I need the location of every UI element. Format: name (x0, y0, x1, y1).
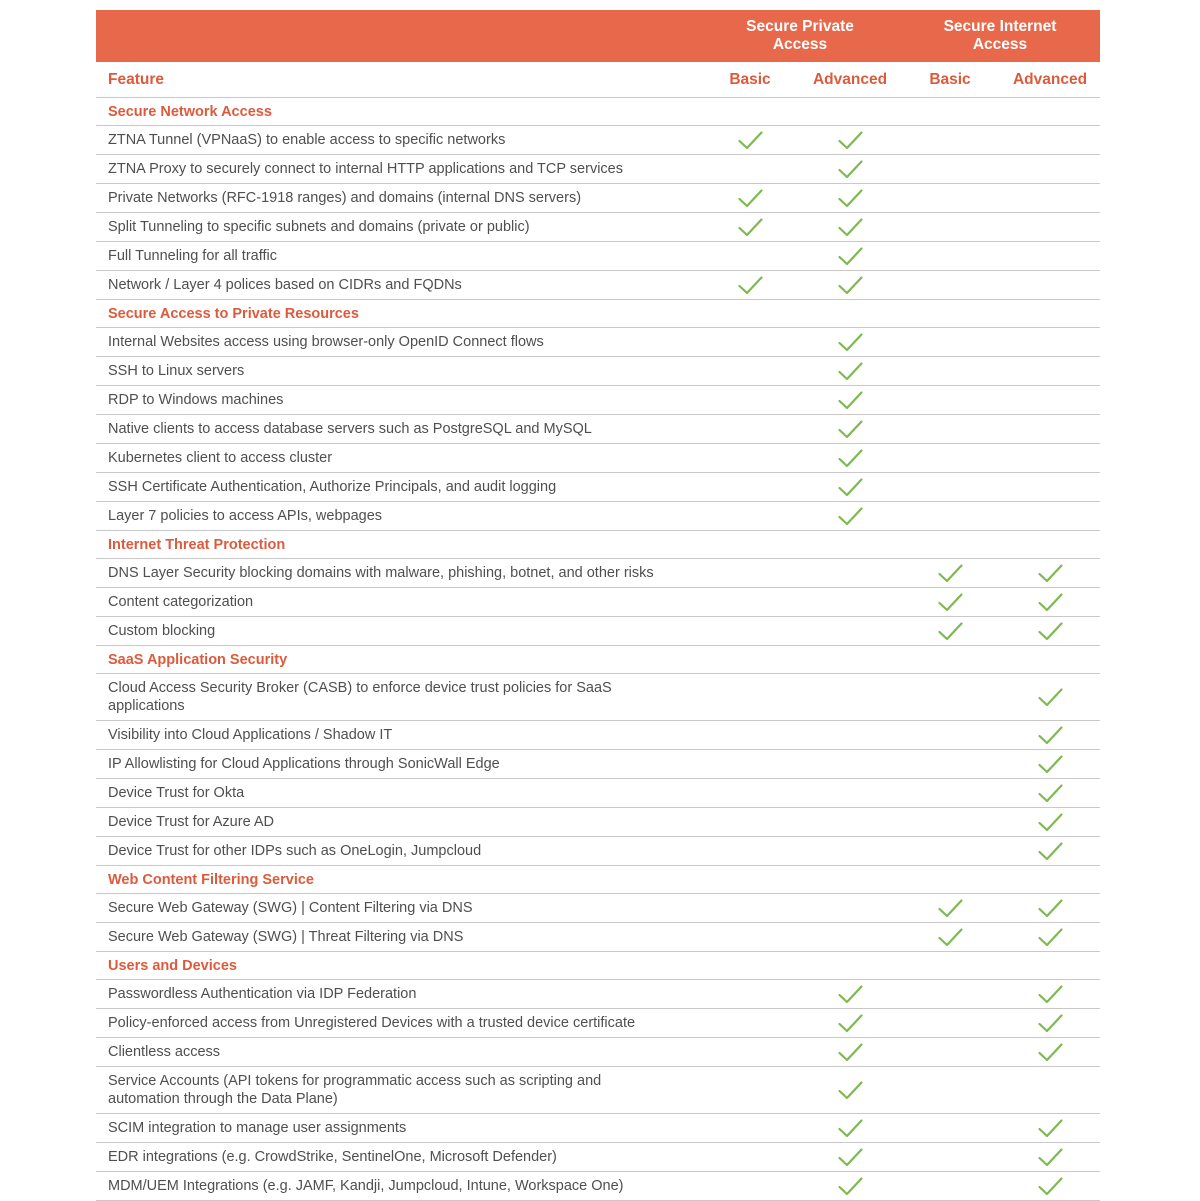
check-icon (1037, 1147, 1064, 1168)
feature-name: Device Trust for Okta (108, 785, 245, 801)
check-icon (937, 592, 964, 613)
empty-cell (1000, 357, 1100, 385)
empty-cell (800, 588, 900, 616)
empty-cell (1000, 213, 1100, 241)
table-banner (96, 10, 1100, 62)
check-cell (800, 415, 900, 443)
feature-name: Custom blocking (108, 623, 216, 639)
empty-cell (900, 126, 1000, 154)
empty-cell (800, 559, 900, 587)
feature-name: ZTNA Proxy to securely connect to internal HTTP applications and TCP services (108, 161, 623, 177)
empty-cell (900, 837, 1000, 865)
check-icon (1037, 927, 1064, 948)
empty-cell (900, 1143, 1000, 1171)
check-icon (837, 448, 864, 469)
feature-name: SCIM integration to manage user assignments (108, 1120, 407, 1136)
table-row (96, 1114, 1100, 1143)
check-icon (937, 927, 964, 948)
empty-cell (900, 184, 1000, 212)
column-group-secure-private-access (700, 11, 900, 61)
empty-cell (1000, 1067, 1100, 1113)
table-row (96, 155, 1100, 184)
empty-cell (700, 617, 800, 645)
feature-name: Layer 7 policies to access APIs, webpages (108, 508, 383, 524)
column-header-spa-advanced: Advanced (812, 70, 888, 88)
table-row (96, 357, 1100, 386)
feature-name: Passwordless Authentication via IDP Federation (108, 986, 417, 1002)
feature-name: DNS Layer Security blocking domains with malware, phishing, botnet, and other risks (108, 565, 654, 581)
table-row (96, 894, 1100, 923)
table-row (96, 473, 1100, 502)
empty-cell (700, 1143, 800, 1171)
table-row (96, 1038, 1100, 1067)
empty-cell (1000, 155, 1100, 183)
empty-cell (900, 386, 1000, 414)
empty-cell (700, 415, 800, 443)
column-group-label: Secure Internet Access (943, 18, 1057, 53)
feature-name: Network / Layer 4 polices based on CIDRs and FQDNs (108, 277, 462, 293)
section-header (96, 646, 1100, 674)
empty-cell (700, 155, 800, 183)
check-cell (800, 1114, 900, 1142)
check-cell (1000, 674, 1100, 720)
check-icon (1037, 841, 1064, 862)
check-icon (1037, 984, 1064, 1005)
table-row (96, 415, 1100, 444)
empty-cell (900, 1038, 1000, 1066)
empty-cell (900, 473, 1000, 501)
check-icon (937, 563, 964, 584)
table-row (96, 721, 1100, 750)
empty-cell (900, 1067, 1000, 1113)
check-icon (837, 246, 864, 267)
feature-name: SSH Certificate Authentication, Authorize Principals, and audit logging (108, 479, 557, 495)
table-row (96, 923, 1100, 952)
check-icon (937, 898, 964, 919)
check-cell (800, 271, 900, 299)
empty-cell (1000, 242, 1100, 270)
empty-cell (900, 155, 1000, 183)
table-row (96, 750, 1100, 779)
check-cell (1000, 559, 1100, 587)
check-icon (837, 1042, 864, 1063)
check-icon (1037, 754, 1064, 775)
empty-cell (1000, 473, 1100, 501)
section-header (96, 531, 1100, 559)
check-icon (837, 506, 864, 527)
column-header-sia-advanced: Advanced (1012, 70, 1088, 88)
empty-cell (1000, 386, 1100, 414)
table-row (96, 1172, 1100, 1201)
check-icon (1037, 1176, 1064, 1197)
check-cell (800, 1172, 900, 1200)
check-cell (1000, 1172, 1100, 1200)
table-row (96, 1009, 1100, 1038)
empty-cell (700, 1114, 800, 1142)
empty-cell (700, 357, 800, 385)
check-cell (800, 1009, 900, 1037)
feature-name: Policy-enforced access from Unregistered Devices with a trusted device certificate (108, 1015, 636, 1031)
check-icon (1037, 783, 1064, 804)
empty-cell (700, 242, 800, 270)
check-icon (937, 621, 964, 642)
check-icon (837, 390, 864, 411)
check-cell (800, 357, 900, 385)
check-cell (800, 184, 900, 212)
section-title: SaaS Application Security (108, 651, 288, 668)
feature-column-header: Feature (108, 70, 164, 88)
empty-cell (900, 502, 1000, 530)
table-row (96, 617, 1100, 646)
empty-cell (900, 779, 1000, 807)
feature-name: Full Tunneling for all traffic (108, 248, 277, 264)
empty-cell (700, 894, 800, 922)
check-icon (837, 188, 864, 209)
check-icon (837, 1118, 864, 1139)
check-cell (700, 213, 800, 241)
check-icon (837, 332, 864, 353)
check-icon (837, 275, 864, 296)
check-icon (837, 419, 864, 440)
feature-name: MDM/UEM Integrations (e.g. JAMF, Kandji, Jumpcloud, Intune, Workspace One) (108, 1178, 624, 1194)
check-icon (1037, 1042, 1064, 1063)
empty-cell (700, 808, 800, 836)
empty-cell (800, 750, 900, 778)
check-cell (800, 155, 900, 183)
empty-cell (700, 750, 800, 778)
check-cell (800, 980, 900, 1008)
empty-cell (800, 674, 900, 720)
table-row (96, 1067, 1100, 1114)
check-icon (837, 1013, 864, 1034)
empty-cell (800, 923, 900, 951)
table-row (96, 837, 1100, 866)
check-cell (1000, 1038, 1100, 1066)
section-header (96, 98, 1100, 126)
empty-cell (700, 837, 800, 865)
column-header-sia-basic: Basic (929, 70, 971, 88)
check-icon (837, 159, 864, 180)
check-cell (800, 1143, 900, 1171)
empty-cell (700, 923, 800, 951)
check-cell (1000, 980, 1100, 1008)
column-header-row (96, 62, 1100, 98)
feature-name: Service Accounts (API tokens for programmatic access such as scripting and automation through the Data Plane) (108, 1073, 602, 1107)
empty-cell (900, 213, 1000, 241)
table-row (96, 386, 1100, 415)
empty-cell (700, 980, 800, 1008)
check-icon (737, 130, 764, 151)
check-icon (1037, 621, 1064, 642)
table-row (96, 184, 1100, 213)
empty-cell (900, 328, 1000, 356)
check-cell (900, 923, 1000, 951)
empty-cell (800, 808, 900, 836)
section-title: Internet Threat Protection (108, 536, 286, 553)
check-cell (1000, 721, 1100, 749)
feature-name: EDR integrations (e.g. CrowdStrike, SentinelOne, Microsoft Defender) (108, 1149, 557, 1165)
check-icon (837, 361, 864, 382)
check-icon (837, 477, 864, 498)
table-body (96, 98, 1100, 1201)
check-cell (1000, 588, 1100, 616)
check-icon (1037, 812, 1064, 833)
feature-name: Kubernetes client to access cluster (108, 450, 333, 466)
feature-name: ZTNA Tunnel (VPNaaS) to enable access to specific networks (108, 132, 506, 148)
empty-cell (800, 894, 900, 922)
empty-cell (700, 1172, 800, 1200)
feature-name: Device Trust for Azure AD (108, 814, 275, 830)
empty-cell (900, 1114, 1000, 1142)
check-cell (900, 894, 1000, 922)
empty-cell (1000, 444, 1100, 472)
check-cell (1000, 1143, 1100, 1171)
empty-cell (900, 808, 1000, 836)
feature-name: Visibility into Cloud Applications / Shadow IT (108, 727, 393, 743)
feature-name: Device Trust for other IDPs such as OneLogin, Jumpcloud (108, 843, 482, 859)
table-row (96, 213, 1100, 242)
table-row (96, 502, 1100, 531)
check-icon (1037, 1118, 1064, 1139)
table-row (96, 126, 1100, 155)
empty-cell (900, 1009, 1000, 1037)
check-icon (837, 984, 864, 1005)
table-row (96, 588, 1100, 617)
check-cell (900, 617, 1000, 645)
section-header (96, 866, 1100, 894)
empty-cell (700, 1038, 800, 1066)
feature-name: Private Networks (RFC-1918 ranges) and domains (internal DNS servers) (108, 190, 582, 206)
empty-cell (800, 617, 900, 645)
check-icon (837, 217, 864, 238)
empty-cell (900, 357, 1000, 385)
check-cell (1000, 779, 1100, 807)
section-header (96, 300, 1100, 328)
empty-cell (700, 444, 800, 472)
table-row (96, 444, 1100, 473)
check-icon (737, 275, 764, 296)
empty-cell (700, 779, 800, 807)
empty-cell (1000, 126, 1100, 154)
feature-name: SSH to Linux servers (108, 363, 245, 379)
empty-cell (1000, 184, 1100, 212)
section-title: Secure Access to Private Resources (108, 305, 359, 322)
check-icon (1037, 563, 1064, 584)
feature-name: Secure Web Gateway (SWG) | Threat Filtering via DNS (108, 929, 464, 945)
check-cell (800, 1067, 900, 1113)
check-cell (900, 588, 1000, 616)
empty-cell (900, 721, 1000, 749)
empty-cell (900, 242, 1000, 270)
empty-cell (700, 559, 800, 587)
check-cell (800, 213, 900, 241)
feature-name: Split Tunneling to specific subnets and domains (private or public) (108, 219, 530, 235)
feature-comparison-table (96, 10, 1100, 1201)
check-cell (800, 1038, 900, 1066)
check-cell (800, 328, 900, 356)
empty-cell (700, 1009, 800, 1037)
section-title: Users and Devices (108, 957, 237, 974)
check-icon (1037, 898, 1064, 919)
feature-name: Content categorization (108, 594, 254, 610)
empty-cell (700, 502, 800, 530)
section-title: Secure Network Access (108, 103, 272, 120)
check-cell (800, 386, 900, 414)
check-icon (837, 130, 864, 151)
check-cell (1000, 1114, 1100, 1142)
check-icon (737, 217, 764, 238)
table-row (96, 271, 1100, 300)
empty-cell (1000, 271, 1100, 299)
check-cell (1000, 923, 1100, 951)
empty-cell (900, 980, 1000, 1008)
check-cell (900, 559, 1000, 587)
check-cell (800, 444, 900, 472)
check-icon (837, 1147, 864, 1168)
table-row (96, 808, 1100, 837)
check-icon (1037, 1013, 1064, 1034)
check-cell (700, 126, 800, 154)
empty-cell (900, 444, 1000, 472)
check-cell (1000, 894, 1100, 922)
empty-cell (800, 721, 900, 749)
feature-name: Native clients to access database servers such as PostgreSQL and MySQL (108, 421, 592, 437)
empty-cell (900, 1172, 1000, 1200)
table-row (96, 980, 1100, 1009)
table-row (96, 559, 1100, 588)
table-row (96, 242, 1100, 271)
check-cell (800, 502, 900, 530)
empty-cell (700, 328, 800, 356)
empty-cell (700, 588, 800, 616)
check-icon (1037, 687, 1064, 708)
feature-name: Internal Websites access using browser-only OpenID Connect flows (108, 334, 544, 350)
empty-cell (900, 750, 1000, 778)
check-icon (1037, 592, 1064, 613)
check-cell (1000, 808, 1100, 836)
check-cell (1000, 750, 1100, 778)
check-icon (737, 188, 764, 209)
feature-name: Cloud Access Security Broker (CASB) to enforce device trust policies for SaaS applications (108, 680, 612, 714)
check-cell (1000, 1009, 1100, 1037)
empty-cell (700, 473, 800, 501)
empty-cell (900, 271, 1000, 299)
empty-cell (700, 1067, 800, 1113)
table-row (96, 779, 1100, 808)
empty-cell (700, 386, 800, 414)
empty-cell (900, 674, 1000, 720)
check-cell (800, 473, 900, 501)
check-cell (1000, 617, 1100, 645)
empty-cell (1000, 415, 1100, 443)
column-group-secure-internet-access (900, 11, 1100, 61)
empty-cell (900, 415, 1000, 443)
section-header (96, 952, 1100, 980)
feature-name: RDP to Windows machines (108, 392, 284, 408)
feature-name: IP Allowlisting for Cloud Applications through SonicWall Edge (108, 756, 500, 772)
check-cell (800, 126, 900, 154)
section-title: Web Content Filtering Service (108, 871, 314, 888)
empty-cell (1000, 328, 1100, 356)
table-row (96, 328, 1100, 357)
empty-cell (700, 674, 800, 720)
check-cell (1000, 837, 1100, 865)
empty-cell (700, 721, 800, 749)
feature-name: Secure Web Gateway (SWG) | Content Filtering via DNS (108, 900, 473, 916)
feature-name: Clientless access (108, 1044, 221, 1060)
table-row (96, 674, 1100, 721)
check-icon (837, 1176, 864, 1197)
check-cell (700, 271, 800, 299)
column-header-spa-basic: Basic (729, 70, 771, 88)
check-cell (800, 242, 900, 270)
check-icon (837, 1080, 864, 1101)
check-icon (1037, 725, 1064, 746)
table-row (96, 1143, 1100, 1172)
empty-cell (1000, 502, 1100, 530)
column-group-label: Secure Private Access (746, 18, 854, 53)
empty-cell (800, 779, 900, 807)
check-cell (700, 184, 800, 212)
empty-cell (800, 837, 900, 865)
